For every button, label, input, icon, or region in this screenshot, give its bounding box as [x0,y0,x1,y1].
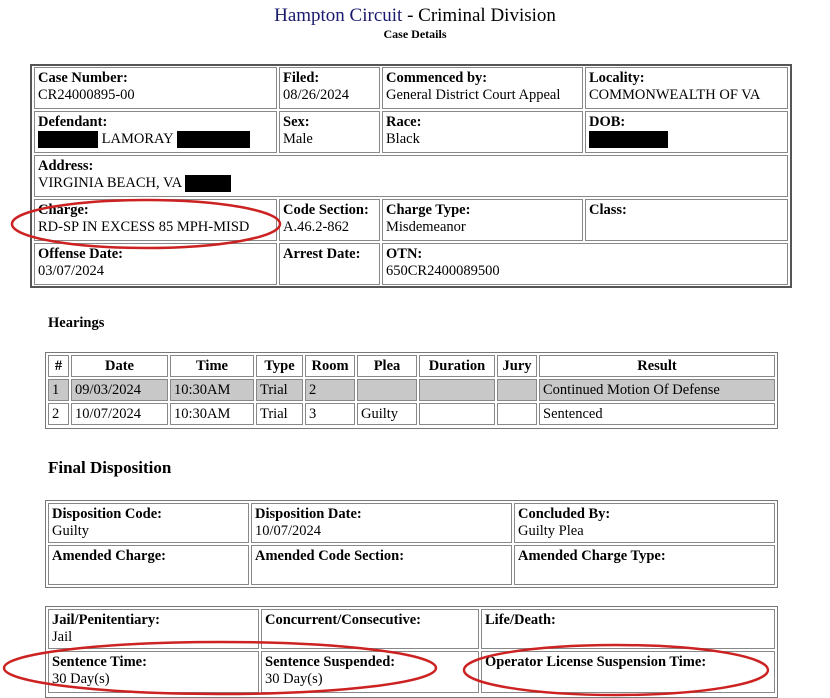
hearing-jury-cell [497,403,537,425]
disposition-code-label: Disposition Code: [52,506,162,522]
commenced-cell [382,67,583,109]
hearings-col-type: Type [256,355,303,377]
page-title [0,5,830,27]
hearing-time-cell: 10:30AM [170,379,254,401]
amended-type-label: Amended Charge Type: [518,548,666,564]
filed-value: 08/26/2024 [283,87,350,103]
division-name: Criminal Division [418,5,556,26]
commenced-label: Commenced by: [386,70,488,86]
hearing-plea-cell: Guilty [357,403,417,425]
class-label: Class: [589,202,627,218]
hearing-type-cell: Trial [256,403,303,425]
license-suspension-label: Operator License Suspension Time: [485,654,707,670]
case-number-cell [34,67,277,109]
otn-cell [382,243,788,285]
offense-date-label: Offense Date: [38,246,123,262]
hearings-col-duration: Duration [419,355,495,377]
hearing-duration-cell [419,379,495,401]
hearing-plea-cell [357,379,417,401]
amended-type-cell [514,545,775,585]
commenced-value: General District Court Appeal [386,87,561,103]
race-cell [382,111,583,153]
hearing-result-cell: Continued Motion Of Defense [539,379,775,401]
sentence-suspended-value: 30 Day(s) [265,671,323,687]
sentence-time-cell [48,651,259,693]
hearing-result-cell: Sentenced [539,403,775,425]
hearings-col-plea: Plea [357,355,417,377]
dob-label: DOB: [589,114,626,130]
hearing-jury-cell [497,379,537,401]
address-label: Address: [38,158,94,174]
hearings-col-time: Time [170,355,254,377]
disposition-code-value: Guilty [52,523,90,539]
sex-value: Male [283,131,313,147]
disposition-code-cell [48,503,249,543]
concurrent-cell [261,609,479,649]
hearing-duration-cell [419,403,495,425]
address-value: VIRGINIA BEACH, VA [38,175,182,191]
offense-date-value: 03/07/2024 [38,263,105,279]
otn-value: 650CR2400089500 [386,263,500,279]
redaction-bar [177,131,250,148]
hearing-room-cell: 3 [305,403,355,425]
race-value: Black [386,131,420,147]
license-suspension-cell [481,651,775,693]
class-cell [585,199,788,241]
code-section-value: A.46.2-862 [283,219,350,235]
charge-type-label: Charge Type: [386,202,471,218]
defendant-cell [34,111,277,153]
sentence-time-value: 30 Day(s) [52,671,110,687]
charge-value: RD-SP IN EXCESS 85 MPH-MISD [38,219,250,235]
disposition-date-label: Disposition Date: [255,506,362,522]
hearing-num-cell: 1 [48,379,69,401]
race-label: Race: [386,114,422,130]
sentence-time-label: Sentence Time: [52,654,147,670]
disposition-date-cell [251,503,512,543]
arrest-date-label: Arrest Date: [283,246,361,262]
locality-value: COMMONWEALTH OF VA [589,87,761,103]
concurrent-label: Concurrent/Consecutive: [265,612,421,628]
offense-date-cell [34,243,277,285]
redaction-bar [38,131,98,148]
hearing-type-cell: Trial [256,379,303,401]
title-separator: - [402,5,419,26]
amended-charge-label: Amended Charge: [52,548,166,564]
hearing-num-cell: 2 [48,403,69,425]
life-death-cell [481,609,775,649]
code-section-label: Code Section: [283,202,369,218]
hearing-date-cell: 09/03/2024 [71,379,168,401]
jail-label: Jail/Penitentiary: [52,612,160,628]
otn-label: OTN: [386,246,423,262]
locality-label: Locality: [589,70,645,86]
locality-cell [585,67,788,109]
dob-cell [585,111,788,153]
concluded-by-cell [514,503,775,543]
arrest-date-cell [279,243,380,285]
charge-label: Charge: [38,202,89,218]
amended-code-label: Amended Code Section: [255,548,405,564]
charge-type-value: Misdemeanor [386,219,466,235]
hearing-room-cell: 2 [305,379,355,401]
concluded-by-value: Guilty Plea [518,523,584,539]
court-name: Hampton Circuit [274,5,403,26]
charge-type-cell [382,199,583,241]
hearings-col-date: Date [71,355,168,377]
jail-cell [48,609,259,649]
sentence-suspended-cell [261,651,479,693]
defendant-label: Defendant: [38,114,108,130]
filed-cell [279,67,380,109]
jail-value: Jail [52,629,73,645]
amended-code-cell [251,545,512,585]
hearings-heading: Hearings [48,315,105,331]
sentence-suspended-label: Sentence Suspended: [265,654,396,670]
hearings-col-result: Result [539,355,775,377]
disposition-date-value: 10/07/2024 [255,523,322,539]
case-number-label: Case Number: [38,70,128,86]
hearing-date-cell: 10/07/2024 [71,403,168,425]
code-section-cell [279,199,380,241]
charge-cell [34,199,277,241]
filed-label: Filed: [283,70,320,86]
life-death-label: Life/Death: [485,612,556,628]
hearings-col-num: # [48,355,69,377]
redaction-bar [185,175,231,192]
redaction-bar [589,131,668,148]
amended-charge-cell [48,545,249,585]
case-number-value: CR24000895-00 [38,87,135,103]
hearing-time-cell: 10:30AM [170,403,254,425]
hearings-col-jury: Jury [497,355,537,377]
sex-label: Sex: [283,114,310,130]
hearings-col-room: Room [305,355,355,377]
page-subtitle: Case Details [383,27,447,41]
defendant-name: LAMORAY [101,131,174,147]
address-cell [34,155,788,197]
sex-cell [279,111,380,153]
final-disposition-heading: Final Disposition [48,458,172,477]
concluded-by-label: Concluded By: [518,506,611,522]
